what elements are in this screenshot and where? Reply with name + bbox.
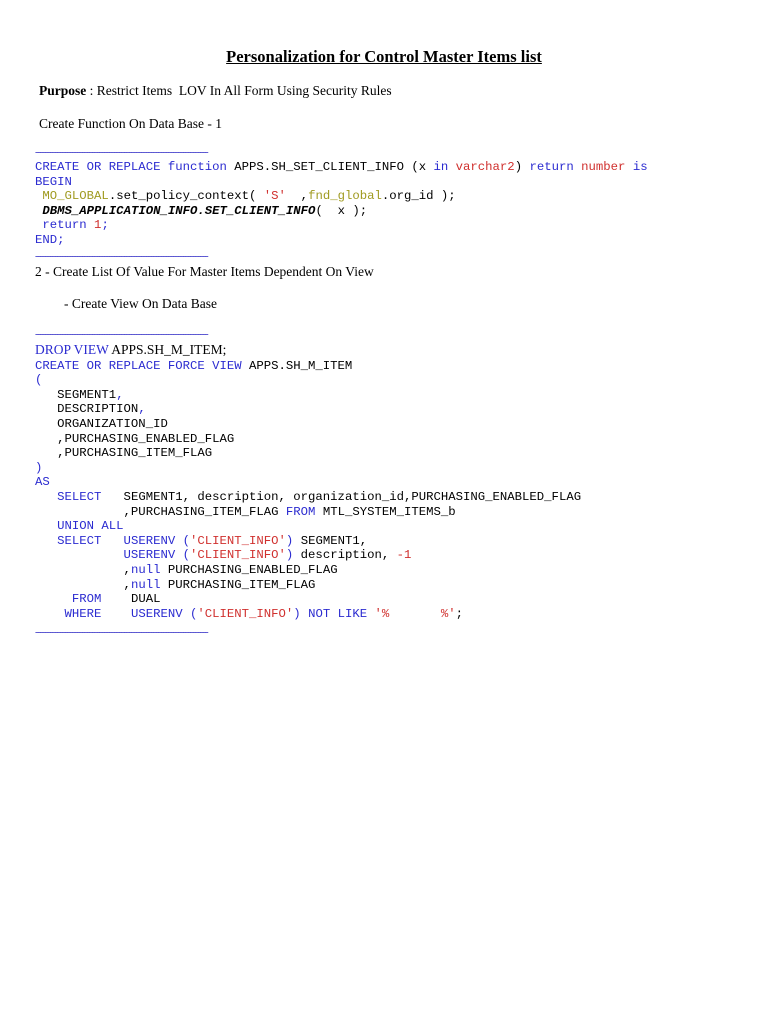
view-code-block: DROP VIEW APPS.SH_M_ITEM; CREATE OR REPLACE FORCE VIEW APPS.SH_M_ITEM ( SEGMENT1, DESCRIPTION, ORGANIZATION_ID ,PURCHASING_ENABLED_FLAG ,PURCHASING_ITEM_FLAG ) AS SELECT SEGMENT1, description, organization_id,PURCHASING_ENABLED_FLAG ,PURCHASING_ITEM_FLAG FROM MTL_SYSTEM_ITEMS_b UNION ALL SELECT USERENV ('CLIENT_INFO') SEGMENT1, USERENV ('CLIENT_INFO') description, -1 ,null PURCHASING_ENABLED_FLAG ,null PURCHASING_ITEM_FLAG FROM DUAL WHERE USERENV ('CLIENT_INFO') NOT LIKE '% %'; [35,342,582,621]
function-code-block: CREATE OR REPLACE function APPS.SH_SET_CLIENT_INFO (x in varchar2) return number is BEGIN MO_GLOBAL.set_policy_context( 'S' ,fnd_global.org_id ); DBMS_APPLICATION_INFO.SET_CLIENT_INFO( x ); return 1; END; [35,160,648,247]
separator-top-view: ---------------------------------------------------------------------- [35,328,208,340]
separator-top-function: ---------------------------------------------------------------------- [35,146,208,158]
purpose-text: : Restrict Items LOV In All Form Using Security Rules [86,83,392,98]
step-1-heading: Create Function On Data Base - 1 [39,116,222,131]
step-2-heading: 2 - Create List Of Value For Master Items Dependent On View [35,264,374,279]
purpose-line [39,83,392,99]
separator-bottom-function: ---------------------------------------------------------------------- [35,250,208,262]
purpose-label: Purpose [39,83,87,98]
step-2-subheading: - Create View On Data Base [64,296,218,311]
page-title: Personalization for Control Master Items list [226,47,542,66]
separator-bottom-view: ---------------------------------------------------------------------- [35,626,208,638]
